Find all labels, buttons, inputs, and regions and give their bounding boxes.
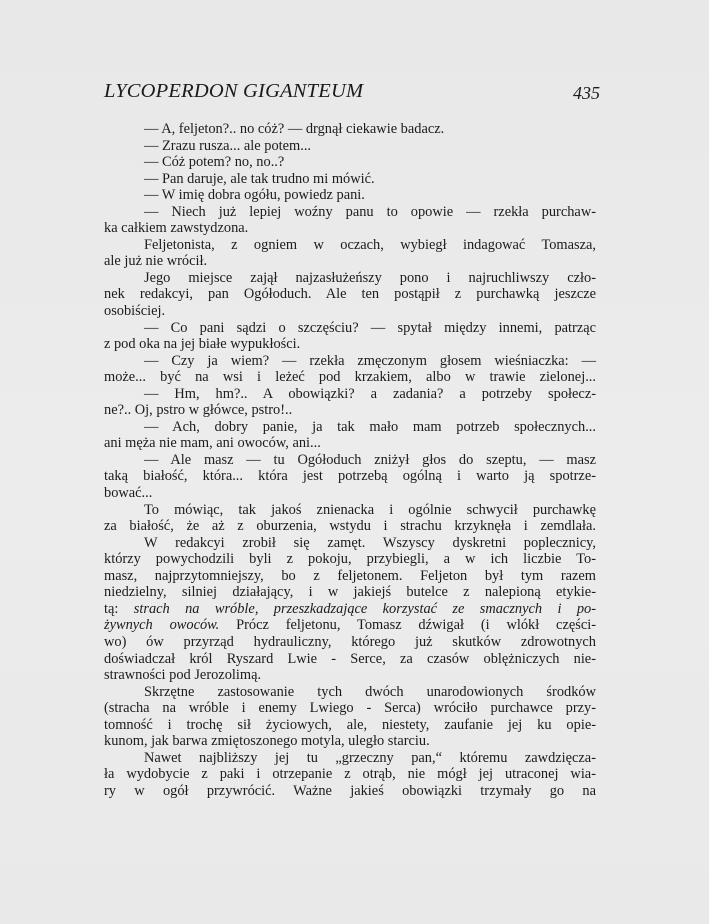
page-number: 435 bbox=[573, 83, 600, 103]
text-line: — Ach, dobry panie, ja tak mało mam potrzeb społecznych... bbox=[144, 418, 596, 435]
text-line: — Cóż potem? no, no..? bbox=[144, 154, 285, 171]
body-text bbox=[104, 121, 596, 799]
text-line: którzy powychodzili byli z pokoju, przybiegli, a w ich liczbie To- bbox=[104, 551, 596, 568]
text-line: za białość, że aż z oburzenia, wstydu i strachu krzyknęła i zemdlała. bbox=[104, 518, 596, 535]
text-line: — Czy ja wiem? — rzekła zmęczonym głosem wieśniaczka: — bbox=[144, 352, 596, 369]
text-span: tą: bbox=[104, 600, 134, 617]
text-line: niedzielny, silniej działający, i w jakiejś butelce z nalepioną etykie- bbox=[104, 584, 596, 601]
text-line: W redakcyi zrobił się zamęt. Wszyscy dyskretni poplecznicy, bbox=[144, 534, 596, 551]
text-line: To mówiąc, tak jakoś znienacka i ogólnie schwycił purchawkę bbox=[144, 501, 596, 518]
text-line: nek redakcyi, pan Ogółoduch. Ale ten postąpił z purchawką jeszcze bbox=[104, 286, 596, 303]
text-line: — Hm, hm?.. A obowiązki? a zadania? a potrzeby społecz- bbox=[144, 385, 596, 402]
text-line: Jego miejsce zajął najzasłużeńszy pono i najruchliwszy czło- bbox=[144, 269, 596, 286]
text-line: osobiściej. bbox=[104, 303, 166, 320]
text-span: Prócz feljetonu, Tomasz dźwigał (i wlókł części- bbox=[219, 617, 596, 634]
chapter-title: LYCOPERDON GIGANTEUM bbox=[104, 80, 364, 102]
text-line: ale już nie wrócił. bbox=[104, 253, 208, 270]
italic-span: żywnych owoców. bbox=[104, 617, 220, 634]
text-line bbox=[104, 617, 596, 634]
text-line: — A, feljeton?.. no cóż? — drgnął ciekawie badacz. bbox=[144, 121, 445, 137]
italic-span: strach na wróble, przeszkadzające korzystać ze smacznych i po- bbox=[133, 600, 596, 617]
text-line: tomność i trochę sił życiowych, ale, niestety, zaufanie jej ku opie- bbox=[104, 716, 596, 733]
text-line: ry w ogół przywrócić. Ważne jakieś obowiązki trzymały go na bbox=[104, 782, 596, 799]
text-line: — W imię dobra ogółu, powiedz pani. bbox=[144, 187, 365, 204]
text-line: (stracha na wróble i enemy Lwiego - Serca) wróciło purchawce przy- bbox=[104, 700, 596, 717]
text-line: strawności pod Jerozolimą. bbox=[104, 667, 262, 684]
text-line: taką białość, która... która jest potrzebą ogólną i warto ją spotrze- bbox=[104, 468, 596, 485]
text-line: — Co pani sądzi o szczęściu? — spytał między innemi, patrząc bbox=[144, 319, 596, 336]
text-line: ani męża nie mam, ani owoców, ani... bbox=[104, 435, 321, 452]
text-line: — Zrazu rusza... ale potem... bbox=[144, 137, 312, 154]
text-line: ne?.. Oj, pstro w główce, pstro!.. bbox=[104, 402, 293, 419]
text-line: Nawet najbliższy jej tu „grzeczny pan,“ któremu zawdzięcza- bbox=[144, 749, 596, 766]
text-line: ka całkiem zawstydzona. bbox=[104, 220, 249, 237]
text-line: Skrzętne zastosowanie tych dwóch unarodowionych środków bbox=[144, 683, 596, 700]
text-line: ła wydobycie z paki i otrzepanie z otrąb, nie mógł jej utraconej wia- bbox=[104, 766, 596, 783]
running-head bbox=[104, 80, 600, 106]
text-line: wo) ów przyrząd hydrauliczny, którego już skutków zdrowotnych bbox=[104, 633, 596, 650]
text-line: — Ale masz — tu Ogółoduch zniżył głos do szeptu, — masz bbox=[144, 451, 596, 468]
text-line: kunom, jak barwa zmiętoszonego motyla, uległo starciu. bbox=[104, 733, 430, 750]
text-line: doświadczał król Ryszard Lwie - Serce, za czasów oblężniczych nie- bbox=[104, 650, 596, 667]
text-line: masz, najprzytomniejszy, bo z feljetonem. Feljeton był tym razem bbox=[104, 567, 596, 584]
text-line: bować... bbox=[104, 485, 153, 502]
text-line: z pod oka na jej białe wypukłości. bbox=[104, 336, 301, 353]
text-line bbox=[104, 601, 596, 618]
text-line: może... być na wsi i leżeć pod krzakiem, albo w trawie zielonej... bbox=[104, 369, 596, 386]
text-line: — Pan daruje, ale tak trudno mi mówić. bbox=[144, 170, 375, 187]
text-line: Feljetonista, z ogniem w oczach, wybiegł indagować Tomasza, bbox=[144, 236, 596, 253]
text-line: — Niech już lepiej woźny panu to opowie — rzekła purchaw- bbox=[144, 203, 596, 220]
